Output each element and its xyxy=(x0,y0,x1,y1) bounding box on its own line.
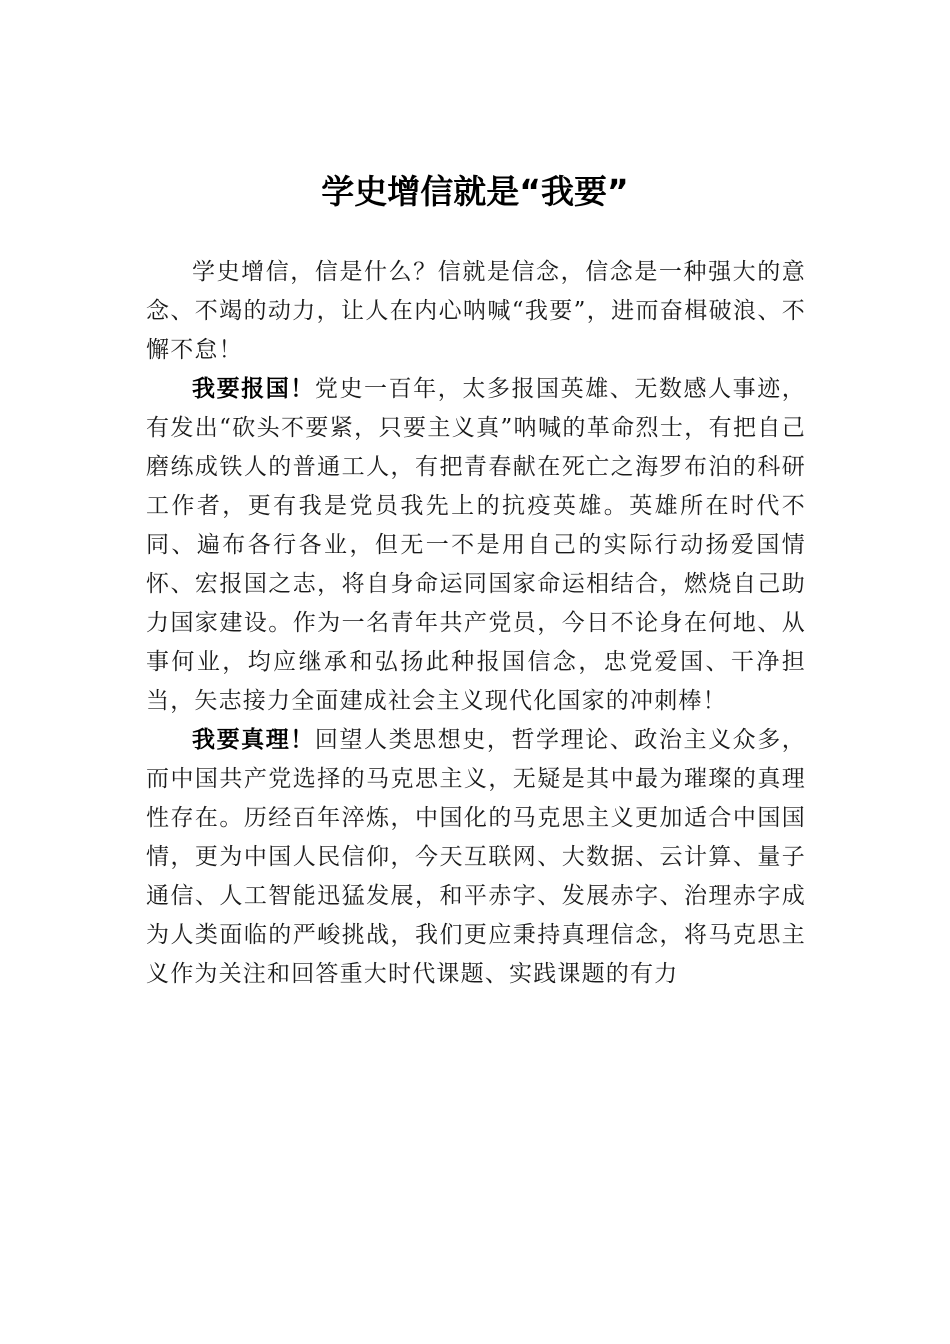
paragraph-intro xyxy=(146,253,806,370)
paragraph-text: 学史增信，信是什么？信就是信念，信念是一种强大的意念、不竭的动力，让人在内心呐喊“我要”，进而奋楫破浪、不懈不怠！ xyxy=(146,259,806,363)
document-title: 学史增信就是“我要” xyxy=(321,172,629,211)
paragraph-lead: 我要报国！ xyxy=(192,376,315,402)
paragraph-text: 党史一百年，太多报国英雄、无数感人事迹，有发出“砍头不要紧，只要主义真”呐喊的革命烈士，有把自己磨练成铁人的普通工人，有把青春献在死亡之海罗布泊的科研工作者，更有我是党员我先上的抗疫英雄。英雄所在时代不同、遍布各行各业，但无一不是用自己的实际行动扬爱国情怀、宏报国之志，将自身命运同国家命运相结合，燃烧自己助力国家建设。作为一名青年共产党员，今日不论身在何地、从事何业，均应继承和弘扬此种报国信念，忠党爱国、干净担当，矢志接力全面建成社会主义现代化国家的冲刺棒！ xyxy=(146,376,806,714)
paragraph-lead: 我要真理！ xyxy=(192,727,315,753)
paragraph-patriotism xyxy=(146,370,806,721)
paragraph-text: 回望人类思想史，哲学理论、政治主义众多，而中国共产党选择的马克思主义，无疑是其中最为璀璨的真理性存在。历经百年淬炼，中国化的马克思主义更加适合中国国情，更为中国人民信仰，今天互联网、大数据、云计算、量子通信、人工智能迅猛发展，和平赤字、发展赤字、治理赤字成为人类面临的严峻挑战，我们更应秉持真理信念，将马克思主义作为关注和回答重大时代课题、实践课题的有力 xyxy=(146,727,806,987)
document-body xyxy=(146,253,806,994)
paragraph-truth xyxy=(146,721,806,994)
